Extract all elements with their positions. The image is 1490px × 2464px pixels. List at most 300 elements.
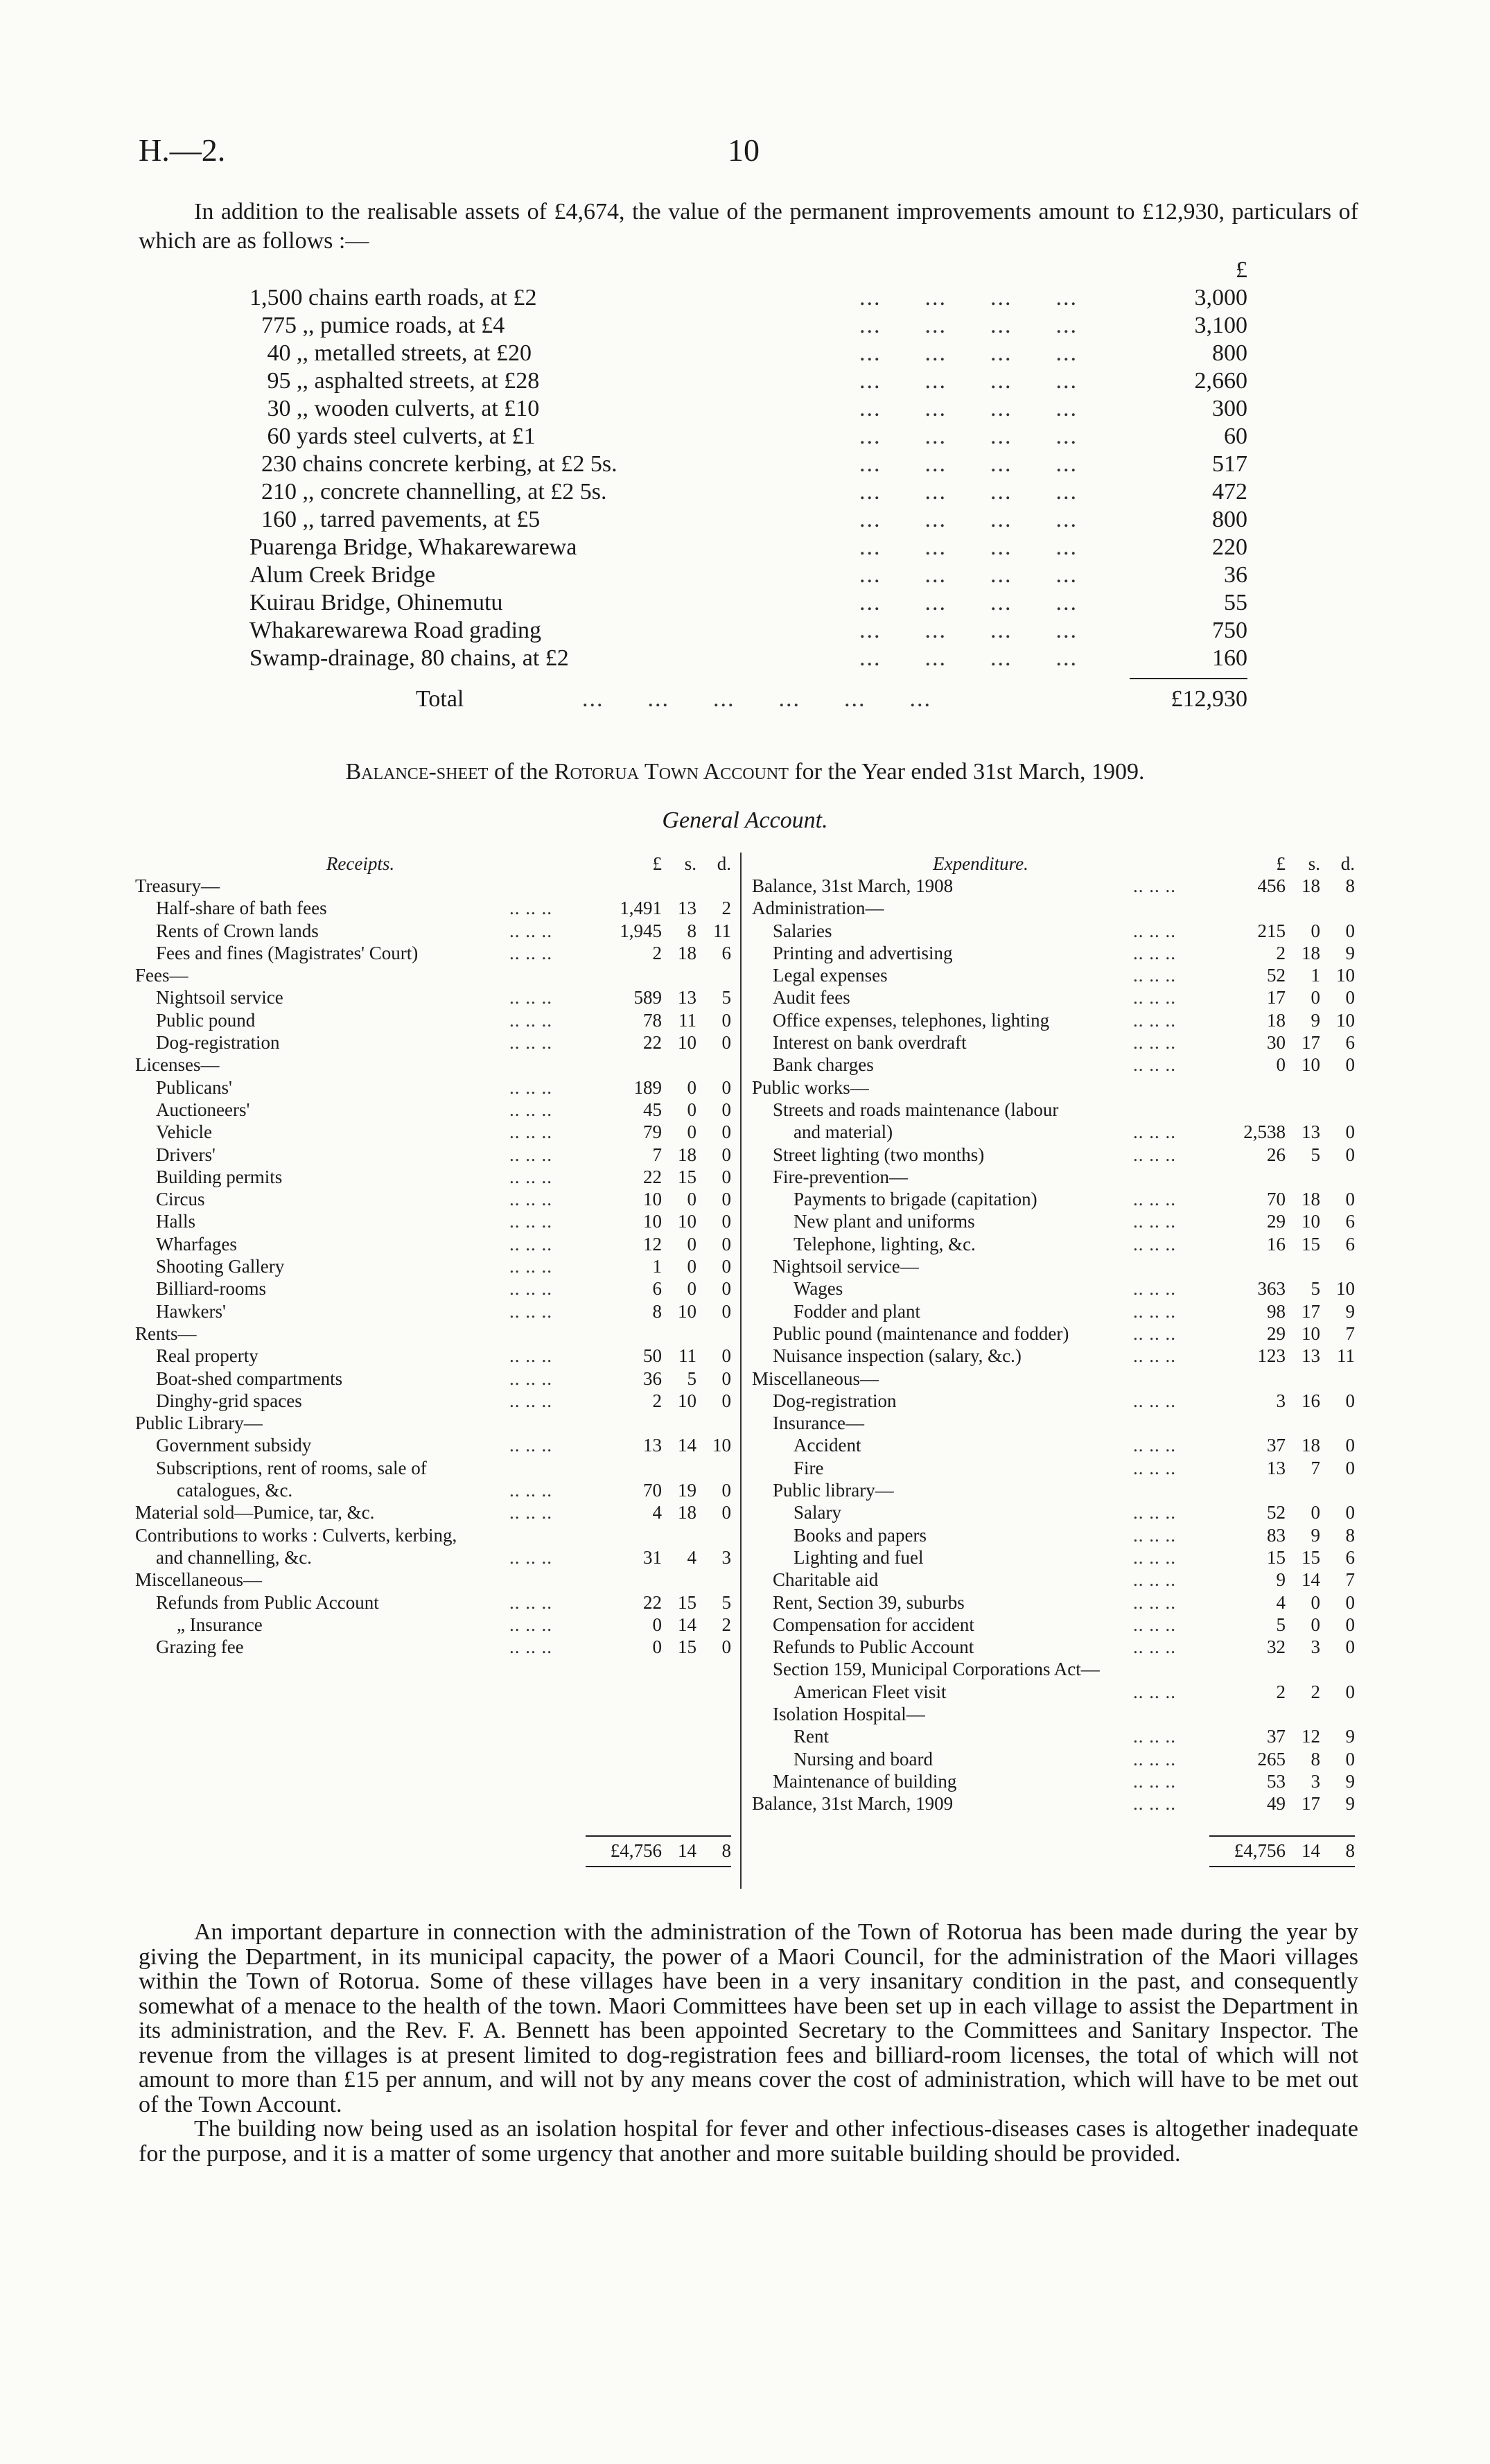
expenditure-description: Wages	[794, 1278, 843, 1300]
receipt-amount-pounds	[586, 964, 662, 986]
expenditure-description: Nightsoil service—	[773, 1256, 919, 1277]
receipt-amount-pounds	[586, 1457, 662, 1479]
title-suffix: for the Year ended 31st March, 1909.	[788, 759, 1145, 785]
expenditure-amount-pence: 8	[1345, 875, 1355, 896]
improvement-label: Alum Creek Bridge	[249, 562, 436, 588]
leader-dots: .. .. ..	[1133, 1322, 1176, 1344]
receipt-amount-shillings: 0	[687, 1278, 696, 1300]
col-pence: d.	[1340, 853, 1355, 874]
receipt-description: Public pound	[156, 1009, 256, 1031]
leader-dots: ... ... ... ...	[859, 645, 1078, 671]
expenditure-amount-shillings: 0	[1311, 1591, 1320, 1613]
expenditure-amount-pounds: 49	[1267, 1793, 1286, 1815]
expenditure-row	[752, 1099, 1355, 1121]
receipt-row	[135, 1076, 731, 1099]
receipt-amount-pounds: 70	[643, 1480, 662, 1501]
expenditure-row	[752, 1166, 1355, 1188]
expenditure-row	[752, 1233, 1355, 1255]
expenditure-amount-shillings: 9	[1311, 1524, 1320, 1546]
receipt-amount-pence: 0	[721, 1502, 731, 1523]
expenditure-row	[752, 1076, 1355, 1099]
expenditure-amount-shillings: 5	[1311, 1144, 1320, 1165]
expenditure-row	[752, 1703, 1355, 1725]
receipt-amount-pence: 0	[721, 1032, 731, 1054]
page-number: 10	[728, 132, 760, 168]
receipt-amount-pounds	[586, 1322, 662, 1345]
receipt-amount-pounds: 12	[643, 1233, 662, 1255]
leader-dots: .. .. ..	[1133, 1457, 1176, 1478]
receipt-amount-pence: 0	[721, 1009, 731, 1031]
improvement-item	[249, 395, 1247, 423]
receipt-amount-pence: 2	[721, 1614, 731, 1635]
expenditure-description: Public pound (maintenance and fodder)	[773, 1322, 1069, 1344]
leader-dots: .. .. ..	[1133, 1233, 1176, 1255]
expenditure-amount-shillings: 17	[1301, 1032, 1320, 1054]
expenditure-amount-pence: 8	[1345, 1524, 1355, 1546]
title-name: Rotorua Town Account	[554, 759, 789, 785]
improvement-value: 60	[1224, 423, 1247, 449]
expenditure-amount-pence: 10	[1336, 965, 1355, 986]
leader-dots: ... ... ... ...	[859, 479, 1078, 505]
expenditure-description: Streets and roads maintenance (labour	[773, 1099, 1059, 1120]
receipt-amount-pence: 0	[721, 1636, 731, 1658]
expenditure-amount-pence: 0	[1345, 1054, 1355, 1076]
receipt-amount-pence: 0	[721, 1278, 731, 1300]
expenditure-amount-pounds	[1209, 1412, 1286, 1434]
expenditure-amount-pounds	[1209, 1479, 1286, 1501]
receipt-amount-pounds: 2	[652, 942, 662, 963]
receipt-description: Circus	[156, 1189, 205, 1210]
receipt-row	[135, 1457, 731, 1479]
expenditure-total	[1209, 1837, 1355, 1864]
improvement-value: 36	[1224, 562, 1247, 588]
receipt-amount-shillings: 5	[687, 1368, 696, 1389]
receipt-amount-pounds	[586, 1569, 662, 1591]
receipt-amount-pounds: 1,491	[620, 898, 662, 919]
receipts-total-shillings: 14	[678, 1840, 696, 1861]
expenditure-amount-pounds	[1209, 1076, 1286, 1099]
receipts-column	[135, 853, 731, 1658]
improvement-value: 2,660	[1194, 368, 1247, 394]
receipt-row	[135, 1524, 731, 1546]
improvement-label: 775 ,, pumice roads, at £4	[249, 313, 505, 338]
expenditure-description: Charitable aid	[773, 1569, 879, 1591]
receipt-description: Wharfages	[156, 1233, 237, 1255]
receipt-row	[135, 1591, 731, 1614]
expenditure-description: Books and papers	[794, 1524, 927, 1546]
improvements-list	[249, 256, 1247, 715]
receipt-description: Contributions to works : Culverts, kerbing,	[135, 1524, 457, 1546]
balance-sheet-table	[135, 853, 1355, 1889]
receipt-row	[135, 1322, 731, 1345]
expenditure-row	[752, 1210, 1355, 1232]
leader-dots: .. .. ..	[509, 1211, 552, 1232]
expenditure-amount-shillings: 18	[1301, 875, 1320, 896]
expenditure-amount-shillings: 15	[1301, 1233, 1320, 1255]
expenditure-amount-pounds	[1209, 1703, 1286, 1725]
leader-dots: .. .. ..	[509, 1390, 552, 1411]
expenditure-row	[752, 1434, 1355, 1456]
receipt-amount-shillings: 18	[678, 942, 696, 963]
expenditure-row	[752, 1300, 1355, 1322]
expenditure-amount-pence	[1320, 897, 1355, 919]
receipt-amount-pence: 10	[712, 1435, 731, 1456]
expenditure-amount-pence	[1320, 1255, 1355, 1277]
leader-dots: .. .. ..	[1133, 1524, 1176, 1546]
leader-dots: .. .. ..	[1133, 1121, 1176, 1143]
expenditure-amount-pounds	[1209, 1166, 1286, 1188]
expenditure-amount-pounds: 37	[1267, 1435, 1286, 1456]
expenditure-description: American Fleet visit	[794, 1681, 947, 1702]
receipt-amount-pence	[696, 1322, 731, 1345]
expenditure-amount-pounds	[1209, 897, 1286, 919]
receipt-amount-shillings: 0	[687, 1256, 696, 1277]
leader-dots: ... ... ... ...	[859, 590, 1078, 615]
receipt-amount-pence: 5	[721, 1591, 731, 1613]
expenditure-amount-shillings: 10	[1301, 1322, 1320, 1344]
receipt-amount-pounds: 50	[643, 1345, 662, 1367]
receipt-amount-pence: 0	[721, 1166, 731, 1187]
receipt-amount-pounds: 8	[652, 1300, 662, 1322]
receipt-description: Fees and fines (Magistrates' Court)	[156, 942, 419, 963]
improvement-value: 3,100	[1194, 313, 1247, 338]
expenditure-description: Balance, 31st March, 1909	[752, 1793, 954, 1815]
expenditure-amount-pounds: 98	[1267, 1300, 1286, 1322]
receipt-description: Rents of Crown lands	[156, 920, 319, 941]
expenditure-amount-pence	[1320, 1166, 1355, 1188]
receipt-description: Hawkers'	[156, 1300, 226, 1322]
expenditure-amount-pence: 0	[1345, 1591, 1355, 1613]
expenditure-amount-pounds: 2	[1276, 1681, 1286, 1702]
leader-dots: ... ... ... ...	[859, 285, 1078, 311]
expenditure-amount-pence: 0	[1345, 1121, 1355, 1143]
receipt-amount-pence: 3	[721, 1546, 731, 1568]
leader-dots: .. .. ..	[509, 1166, 552, 1187]
expenditure-amount-pounds: 29	[1267, 1322, 1286, 1344]
receipt-description: Rents—	[135, 1322, 197, 1344]
receipt-row	[135, 1614, 731, 1636]
leader-dots: .. .. ..	[1133, 987, 1176, 1008]
expenditure-row	[752, 897, 1355, 919]
improvement-value: 220	[1212, 534, 1247, 560]
expenditure-row	[752, 1569, 1355, 1591]
expenditure-amount-shillings: 16	[1301, 1390, 1320, 1411]
receipt-description: Half-share of bath fees	[156, 898, 327, 919]
expenditure-amount-pounds: 83	[1267, 1524, 1286, 1546]
expenditure-row	[752, 1277, 1355, 1300]
receipt-amount-pounds: 1,945	[620, 920, 662, 941]
expenditure-description: Section 159, Municipal Corporations Act—	[773, 1659, 1100, 1680]
leader-dots: .. .. ..	[1133, 1211, 1176, 1232]
receipts-total-pounds: £4,756	[610, 1840, 662, 1861]
improvements-currency-header: £	[1236, 257, 1247, 283]
expenditure-amount-pounds: 363	[1257, 1278, 1286, 1300]
receipt-description: Refunds from Public Account	[156, 1591, 379, 1613]
receipt-amount-pounds: 36	[643, 1368, 662, 1389]
expenditure-amount-pounds	[1209, 1368, 1286, 1390]
leader-dots: .. .. ..	[1133, 1054, 1176, 1076]
expenditure-amount-shillings	[1286, 1076, 1320, 1099]
expenditure-amount-shillings: 1	[1311, 965, 1320, 986]
expenditure-amount-pence: 0	[1345, 1636, 1355, 1658]
receipt-amount-shillings: 10	[678, 1390, 696, 1411]
expenditure-amount-pence: 10	[1336, 1278, 1355, 1300]
receipt-amount-shillings	[662, 1054, 696, 1076]
expenditure-amount-pence: 0	[1345, 1457, 1355, 1478]
receipt-amount-pounds: 2	[652, 1390, 662, 1411]
receipt-description: Billiard-rooms	[156, 1278, 266, 1300]
receipt-amount-pence	[696, 1524, 731, 1546]
receipt-amount-pence: 0	[721, 1076, 731, 1098]
expenditure-amount-pence: 9	[1345, 1770, 1355, 1792]
expenditure-amount-shillings: 10	[1301, 1054, 1320, 1076]
leader-dots: ... ... ... ...	[859, 396, 1078, 421]
expenditure-amount-pounds: 2,538	[1243, 1121, 1286, 1143]
receipt-amount-pounds	[586, 1054, 662, 1076]
leader-dots: .. .. ..	[1133, 920, 1176, 941]
expenditure-amount-pounds: 18	[1267, 1009, 1286, 1031]
expenditure-amount-pounds	[1209, 1658, 1286, 1680]
receipt-amount-shillings	[662, 1457, 696, 1479]
expenditure-description: Insurance—	[773, 1413, 864, 1434]
expenditure-amount-pence: 9	[1345, 942, 1355, 963]
receipt-row	[135, 1479, 731, 1501]
expenditure-amount-pence: 6	[1345, 1211, 1355, 1232]
expenditure-amount-shillings: 14	[1301, 1569, 1320, 1591]
leader-dots: .. .. ..	[1133, 1189, 1176, 1210]
expenditure-amount-shillings: 8	[1311, 1748, 1320, 1770]
receipt-amount-pounds	[586, 1524, 662, 1546]
receipt-amount-shillings: 0	[687, 1076, 696, 1098]
receipts-heading: Receipts.	[326, 853, 395, 874]
improvement-label: 40 ,, metalled streets, at £20	[249, 340, 532, 366]
expenditure-amount-pence: 6	[1345, 1233, 1355, 1255]
receipt-row	[135, 1277, 731, 1300]
improvement-item	[249, 340, 1247, 367]
expenditure-amount-shillings: 3	[1311, 1770, 1320, 1792]
expenditure-description: Lighting and fuel	[794, 1546, 924, 1568]
receipt-amount-pence: 0	[721, 1390, 731, 1411]
receipt-amount-pounds: 4	[652, 1502, 662, 1523]
expenditure-amount-shillings	[1286, 1479, 1320, 1501]
expenditure-amount-pounds: 26	[1267, 1144, 1286, 1165]
leader-dots: .. .. ..	[509, 1144, 552, 1165]
receipt-amount-pence	[696, 1569, 731, 1591]
improvement-value: 800	[1212, 340, 1247, 366]
receipt-description: Material sold—Pumice, tar, &c.	[135, 1502, 375, 1523]
improvement-label: Whakarewarewa Road grading	[249, 618, 542, 643]
expenditure-description: Bank charges	[773, 1054, 874, 1076]
improvement-item	[249, 561, 1247, 589]
expenditure-row	[752, 1255, 1355, 1277]
receipt-amount-shillings	[662, 1412, 696, 1434]
title-mid: of the	[488, 759, 554, 785]
leader-dots: .. .. ..	[1133, 1278, 1176, 1300]
expenditure-amount-pence: 7	[1345, 1569, 1355, 1591]
receipt-amount-pence: 0	[721, 1368, 731, 1389]
expenditure-amount-pounds: 2	[1276, 942, 1286, 963]
receipt-amount-pence: 0	[721, 1189, 731, 1210]
expenditure-amount-pence: 0	[1345, 920, 1355, 941]
expenditure-row	[752, 1121, 1355, 1143]
receipt-amount-pence: 5	[721, 987, 731, 1008]
improvement-value: 300	[1212, 396, 1247, 421]
receipt-amount-pence: 0	[721, 1233, 731, 1255]
expenditure-description: Salary	[794, 1502, 841, 1523]
receipt-description: Fees—	[135, 965, 189, 986]
expenditure-description: Fire-prevention—	[773, 1166, 908, 1187]
improvement-value: 472	[1212, 479, 1247, 505]
leader-dots: .. .. ..	[1133, 1390, 1176, 1411]
expenditure-description: and material)	[794, 1121, 893, 1143]
leader-dots: ... ... ... ...	[859, 618, 1078, 643]
receipt-row	[135, 1368, 731, 1390]
expenditure-amount-shillings: 9	[1311, 1009, 1320, 1031]
receipt-amount-shillings: 11	[678, 1345, 696, 1367]
expenditure-description: Fodder and plant	[794, 1300, 920, 1322]
expenditure-amount-pence	[1320, 1703, 1355, 1725]
col-pence: d.	[717, 853, 731, 874]
receipt-row	[135, 942, 731, 964]
receipt-amount-shillings: 13	[678, 987, 696, 1008]
receipt-amount-pence: 0	[721, 1345, 731, 1367]
receipt-description: catalogues, &c.	[177, 1480, 293, 1501]
expenditure-description: Rent, Section 39, suburbs	[773, 1591, 965, 1613]
col-shillings: s.	[1308, 853, 1320, 874]
total-label: Total	[416, 686, 464, 712]
improvement-item	[249, 451, 1247, 478]
improvement-value: 750	[1212, 618, 1247, 643]
improvement-item	[249, 534, 1247, 561]
leader-dots: .. .. ..	[509, 1368, 552, 1389]
receipt-amount-shillings	[662, 875, 696, 897]
leader-dots: .. .. ..	[509, 1591, 552, 1613]
leader-dots: .. .. ..	[509, 1076, 552, 1098]
receipt-amount-pounds: 10	[643, 1189, 662, 1210]
leader-dots: .. .. ..	[509, 1546, 552, 1568]
expenditure-row	[752, 1636, 1355, 1658]
expenditure-row	[752, 1546, 1355, 1569]
receipt-amount-shillings	[662, 1569, 696, 1591]
expenditure-amount-pence: 9	[1345, 1793, 1355, 1815]
receipt-amount-pounds: 0	[652, 1614, 662, 1635]
improvement-label: 1,500 chains earth roads, at £2	[249, 285, 537, 311]
expenditure-row	[752, 1188, 1355, 1210]
leader-dots: .. .. ..	[1133, 1569, 1176, 1591]
receipt-description: Dinghy-grid spaces	[156, 1390, 302, 1411]
receipt-amount-pence	[696, 1412, 731, 1434]
intro-paragraph	[139, 198, 1358, 256]
receipt-amount-pence	[696, 1054, 731, 1076]
leader-dots: .. .. ..	[509, 1502, 552, 1523]
improvement-value: 517	[1212, 451, 1247, 477]
expenditure-row	[752, 1031, 1355, 1054]
balance-sheet-subtitle: General Account.	[662, 807, 828, 833]
expenditure-description: Audit fees	[773, 987, 850, 1008]
expenditure-amount-pounds: 456	[1257, 875, 1286, 896]
expenditure-description: Accident	[794, 1435, 861, 1456]
receipt-description: Dog-registration	[156, 1032, 280, 1054]
receipt-amount-pounds: 589	[633, 987, 662, 1008]
improvement-item	[249, 367, 1247, 395]
expenditure-amount-pence: 0	[1345, 1502, 1355, 1523]
improvement-item	[249, 284, 1247, 312]
expenditure-description: Maintenance of building	[773, 1770, 957, 1792]
expenditure-amount-pounds: 16	[1267, 1233, 1286, 1255]
expenditure-amount-pence: 9	[1345, 1300, 1355, 1322]
expenditure-amount-pounds: 5	[1276, 1614, 1286, 1635]
expenditure-row	[752, 1681, 1355, 1703]
receipt-amount-shillings: 0	[687, 1099, 696, 1120]
expenditure-amount-pounds: 0	[1276, 1054, 1286, 1076]
receipt-description: Government subsidy	[156, 1435, 312, 1456]
receipt-description: Vehicle	[156, 1121, 212, 1143]
leader-dots: ... ... ... ...	[859, 340, 1078, 366]
improvements-rows	[249, 284, 1247, 672]
expenditure-amount-pence: 7	[1345, 1322, 1355, 1344]
receipt-amount-pounds	[586, 1412, 662, 1434]
expenditure-row	[752, 1748, 1355, 1770]
receipt-row	[135, 1099, 731, 1121]
receipt-description: „ Insurance	[177, 1614, 263, 1635]
expenditure-amount-pounds: 123	[1257, 1345, 1286, 1367]
expenditure-column	[752, 853, 1355, 1815]
leader-dots: .. .. ..	[1133, 1435, 1176, 1456]
receipt-row	[135, 1636, 731, 1658]
receipt-amount-shillings: 15	[678, 1636, 696, 1658]
receipts-total	[586, 1837, 731, 1864]
leader-dots: .. .. ..	[1133, 1681, 1176, 1702]
improvements-total-row	[249, 683, 1247, 715]
receipt-description: and channelling, &c.	[156, 1546, 312, 1568]
receipt-row	[135, 1434, 731, 1456]
expenditure-amount-pence: 0	[1345, 1614, 1355, 1635]
expenditure-row	[752, 1524, 1355, 1546]
receipt-row	[135, 1255, 731, 1277]
expenditure-amount-shillings: 0	[1311, 1502, 1320, 1523]
leader-dots: .. .. ..	[509, 1121, 552, 1143]
receipt-row	[135, 897, 731, 919]
leader-dots: ... ... ... ...	[859, 562, 1078, 588]
receipt-amount-shillings	[662, 1524, 696, 1546]
expenditure-amount-shillings	[1286, 1255, 1320, 1277]
leader-dots: .. .. ..	[1133, 1144, 1176, 1165]
receipt-amount-pence: 0	[721, 1211, 731, 1232]
expenditure-amount-pounds: 70	[1267, 1189, 1286, 1210]
expenditure-row	[752, 1009, 1355, 1031]
leader-dots: .. .. ..	[1133, 875, 1176, 896]
receipt-amount-pence: 0	[721, 1300, 731, 1322]
expenditure-row	[752, 942, 1355, 964]
leader-dots: .. .. ..	[1133, 1300, 1176, 1322]
expenditure-amount-pence	[1320, 1412, 1355, 1434]
receipt-row	[135, 1390, 731, 1412]
receipt-amount-pence	[696, 964, 731, 986]
receipt-amount-pounds: 22	[643, 1166, 662, 1187]
intro-text: In addition to the realisable assets of £4,674, the value of the permanent improvements amount to £12,930, particulars of which are as follows :—	[139, 199, 1358, 254]
expenditure-description: Rent	[794, 1726, 829, 1747]
leader-dots: .. .. ..	[509, 1189, 552, 1210]
receipt-amount-pounds: 45	[643, 1099, 662, 1120]
expenditure-row	[752, 1144, 1355, 1166]
expenditure-row	[752, 1390, 1355, 1412]
receipt-amount-pence: 11	[713, 920, 731, 941]
receipt-description: Treasury—	[135, 875, 220, 896]
improvement-item	[249, 589, 1247, 617]
receipt-amount-pounds: 22	[643, 1032, 662, 1054]
expenditure-amount-pence: 6	[1345, 1546, 1355, 1568]
receipt-row	[135, 1144, 731, 1166]
